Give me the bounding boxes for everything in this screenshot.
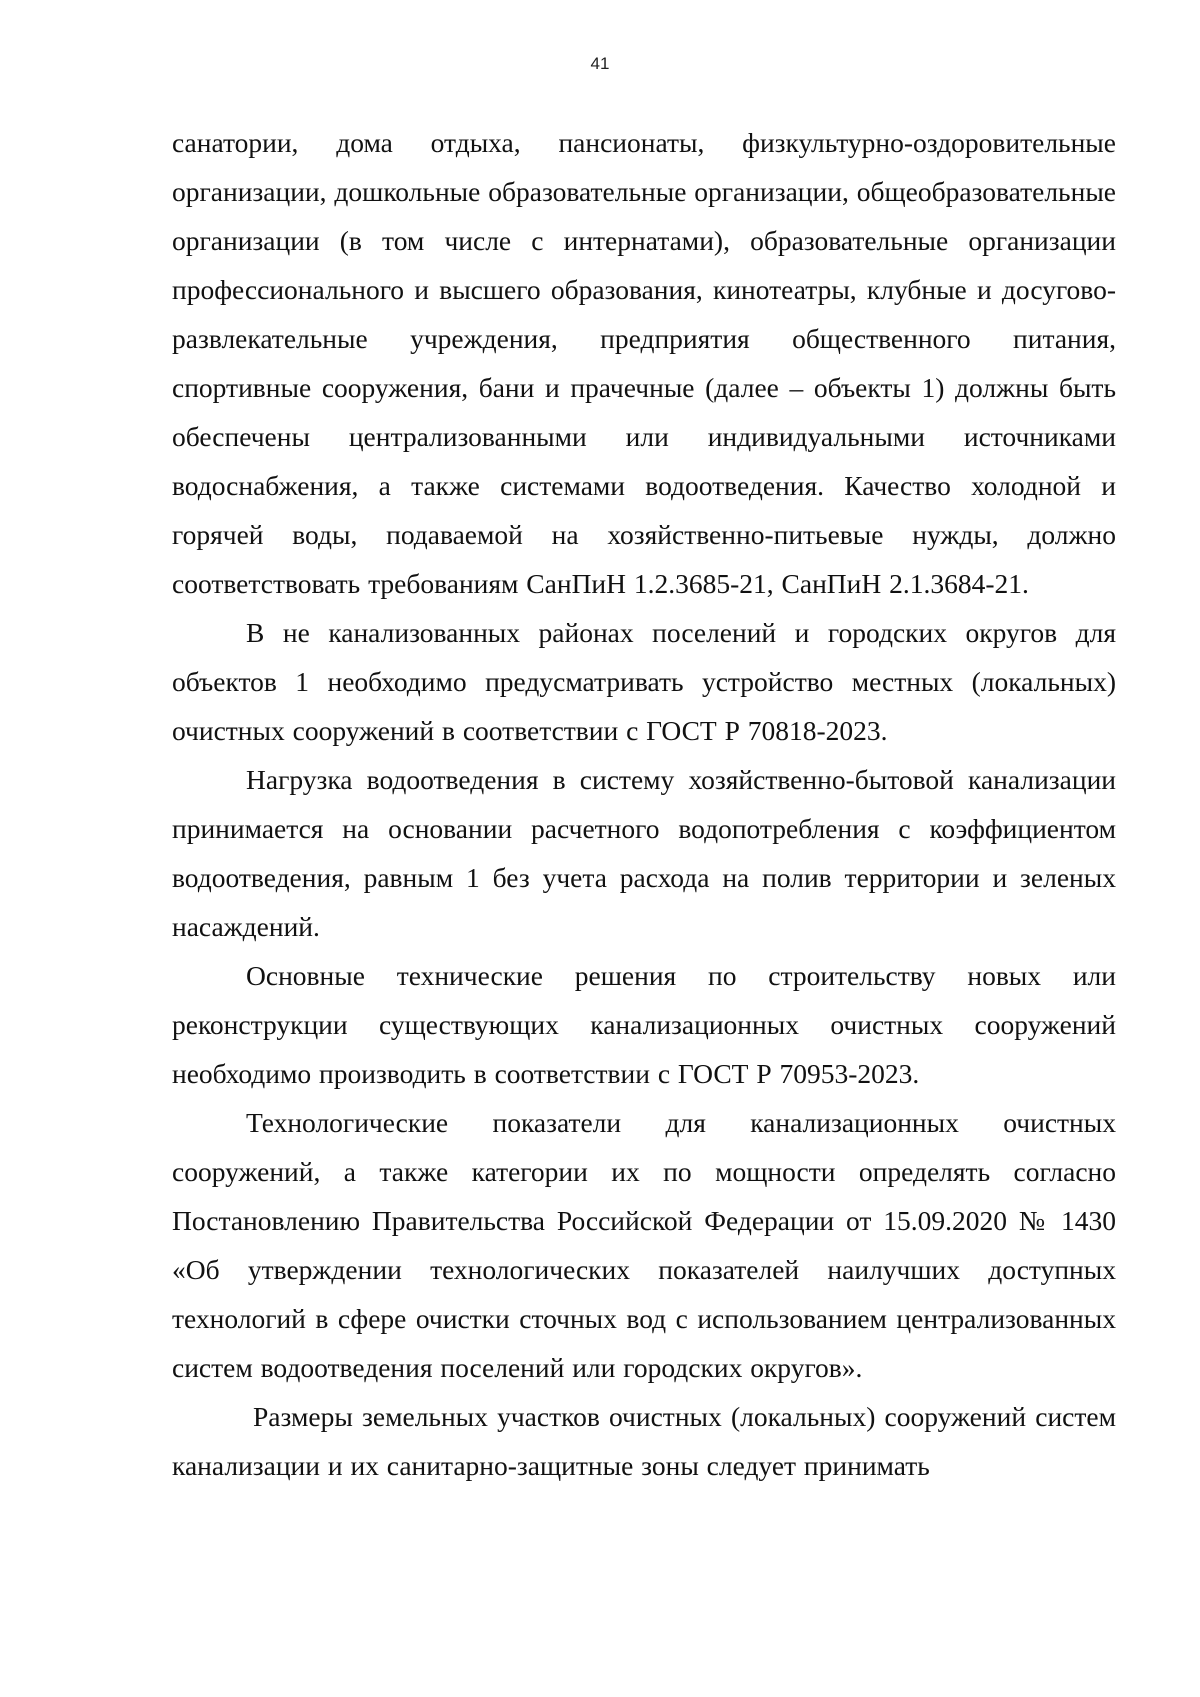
paragraph-technological-indicators: Технологические показатели для канализационных очистных сооружений, а также категории их по мощности определять согласно Постановлению Правительства Российской Федерации от 15.09.2020 № 1430 «Об утверждении технологических показателей наилучших доступных технологий в сфере очистки сточных вод с использованием централизованных систем водоотведения поселений или городских округов». bbox=[172, 1107, 1116, 1383]
document-body bbox=[172, 118, 1116, 1490]
paragraph-drainage-load: Нагрузка водоотведения в систему хозяйственно-бытовой канализации принимается на основании расчетного водопотребления с коэффициентом водоотведения, равным 1 без учета расхода на полив территории и зеленых насаждений. bbox=[172, 764, 1116, 942]
paragraph-technical-solutions: Основные технические решения по строительству новых или реконструкции существующих канализационных очистных сооружений необходимо производить в соответствии с ГОСТ Р 70953-2023. bbox=[172, 960, 1116, 1089]
page-number: 41 bbox=[590, 54, 610, 73]
paragraph-land-plot-sizes: Размеры земельных участков очистных (локальных) сооружений систем канализации и их санитарно-защитные зоны следует принимать bbox=[172, 1401, 1116, 1481]
paragraph-uncanalized-areas: В не канализованных районах поселений и городских округов для объектов 1 необходимо предусматривать устройство местных (локальных) очистных сооружений в соответствии с ГОСТ Р 70818-2023. bbox=[172, 617, 1116, 746]
paragraph-continuation: санатории, дома отдыха, пансионаты, физкультурно-оздоровительные организации, дошкольные образовательные организации, общеобразовательные организации (в том числе с интернатами), образовательные организации профессионального и высшего образования, кинотеатры, клубные и досугово-развлекательные учреждения, предприятия общественного питания, спортивные сооружения, бани и прачечные (далее – объекты 1) должны быть обеспечены централизованными или индивидуальными источниками водоснабжения, а также системами водоотведения. Качество холодной и горячей воды, подаваемой на хозяйственно-питьевые нужды, должно соответствовать требованиям СанПиН 1.2.3685-21, СанПиН 2.1.3684-21. bbox=[172, 127, 1116, 599]
